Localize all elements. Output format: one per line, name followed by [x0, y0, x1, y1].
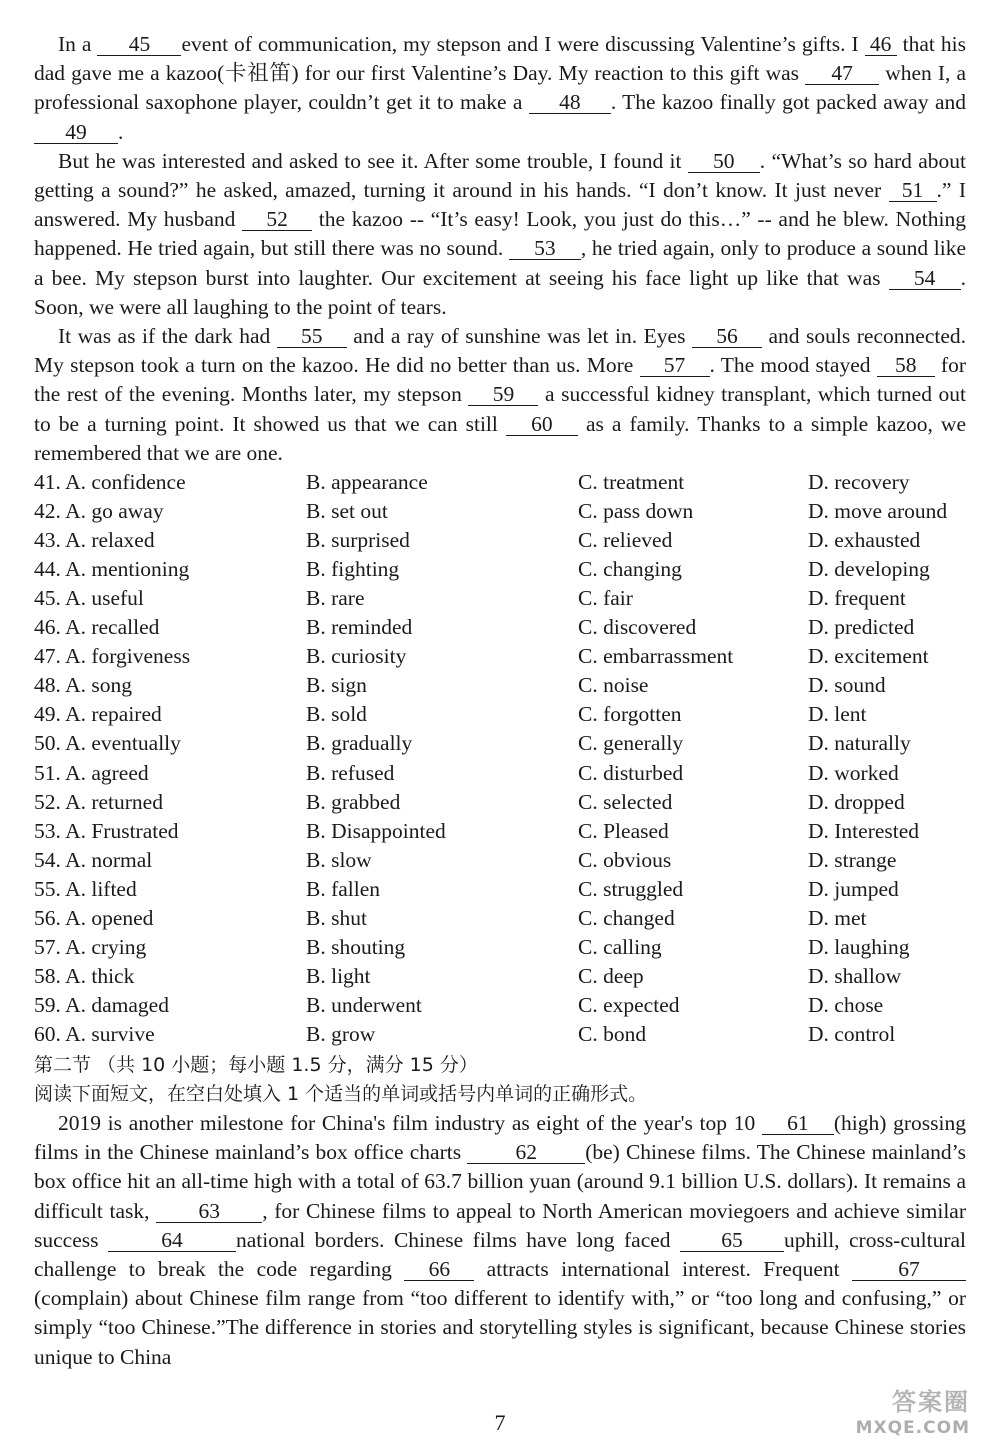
text-run: . [118, 119, 124, 144]
option-d: D. chose [808, 992, 884, 1017]
option-b: B. grow [306, 1021, 376, 1046]
option-a: 60. A. survive [34, 1021, 155, 1046]
blank-56: 56 [692, 325, 762, 348]
option-a: 55. A. lifted [34, 876, 137, 901]
option-a: 51. A. agreed [34, 760, 149, 785]
blank-64: 64 [108, 1229, 236, 1252]
option-a: 53. A. Frustrated [34, 818, 179, 843]
option-a: 49. A. repaired [34, 702, 162, 727]
blank-61: 61 [762, 1112, 834, 1135]
option-b: B. rare [306, 586, 365, 611]
option-d: D. Interested [808, 818, 920, 843]
option-d: D. sound [808, 673, 886, 698]
option-c: C. expected [578, 992, 680, 1017]
option-c: C. noise [578, 673, 649, 698]
option-d: D. lent [808, 702, 867, 727]
option-a: 58. A. thick [34, 963, 135, 988]
option-b: B. sold [306, 702, 367, 727]
option-c: C. selected [578, 789, 673, 814]
option-b: B. reminded [306, 615, 413, 640]
text-run: and a ray of sunshine was let in. Eyes [346, 324, 692, 349]
option-b: B. Disappointed [306, 818, 446, 843]
option-b: B. grabbed [306, 789, 401, 814]
text-run: that his dad gave me a kazoo(卡祖笛) for our first Valentine’s Day. My reaction to this gift was [34, 32, 967, 86]
watermark-line-1: 答案圈 [892, 1388, 970, 1416]
text-run: , he tried again, only to produce a sound like a bee. My stepson burst into laughter. Our excitement at seeing his face light up like that was [34, 236, 966, 290]
option-c: C. Pleased [578, 818, 669, 843]
option-row [34, 991, 966, 1020]
blank-65: 65 [680, 1229, 784, 1252]
option-a: 54. A. normal [34, 847, 153, 872]
text-run: and souls reconnected. My stepson took a turn on the kazoo. He did no better than us. More [34, 324, 966, 378]
blank-62: 62 [467, 1141, 585, 1164]
option-row [34, 526, 966, 555]
option-a: 47. A. forgiveness [34, 644, 191, 669]
blank-63: 63 [156, 1200, 262, 1223]
option-row [34, 613, 966, 642]
option-c: C. discovered [578, 615, 697, 640]
option-c: C. obvious [578, 847, 672, 872]
option-d: D. excitement [808, 644, 929, 669]
option-c: C. struggled [578, 876, 684, 901]
text-run: (be) Chinese films. The Chinese mainland’s box office hit an all-time high with a total of 63.7 billion yuan (around 9.1 billion U.S. dollars). It remains a difficult task, [34, 1140, 966, 1223]
option-a: 50. A. eventually [34, 731, 181, 756]
option-a: 42. A. go away [34, 499, 164, 524]
option-a: 44. A. mentioning [34, 557, 190, 582]
blank-45: 45 [97, 33, 181, 56]
option-d: D. move around [808, 499, 948, 524]
option-a: 59. A. damaged [34, 992, 169, 1017]
blank-49: 49 [34, 121, 118, 144]
text-run: (high) grossing films in the Chinese mainland’s box office charts [34, 1110, 966, 1165]
option-row [34, 846, 966, 875]
option-d: D. developing [808, 557, 930, 582]
option-a: 41. A. confidence [34, 470, 186, 495]
text-run: .” I answered. My husband [34, 178, 966, 232]
option-c: C. embarrassment [578, 644, 734, 669]
text-run: 2019 is another milestone for China's film industry as eight of the year's top 10 [58, 1110, 762, 1135]
option-d: D. laughing [808, 934, 910, 959]
option-d: D. exhausted [808, 528, 921, 553]
option-row [34, 904, 966, 933]
blank-67: 67 [852, 1258, 966, 1281]
text-run: for the rest of the evening. Months later, my stepson [34, 353, 966, 407]
exam-page [34, 30, 966, 1372]
text-run: , for Chinese films to appeal to North American moviegoers and achieve similar success [34, 1198, 966, 1252]
text-run: event of communication, my stepson and I were discussing Valentine’s gifts. I [181, 32, 865, 56]
option-c: C. changed [578, 905, 675, 930]
text-run: attracts international interest. Frequent [474, 1257, 852, 1281]
option-row [34, 584, 966, 613]
option-row [34, 759, 966, 788]
option-row [34, 875, 966, 904]
option-c: C. pass down [578, 499, 694, 524]
section-2-instruction: 阅读下面短文，在空白处填入 1 个适当的单词或括号内单词的正确形式。 [34, 1082, 648, 1105]
text-run: the kazoo -- “It’s easy! Look, you just do this…” -- and he blew. Nothing happened. He tried again, but still there was no sound. [34, 207, 966, 261]
options-list [34, 468, 966, 1049]
option-row [34, 1020, 966, 1049]
blank-53: 53 [509, 237, 581, 260]
option-d: D. jumped [808, 876, 899, 901]
option-row [34, 700, 966, 729]
option-row [34, 468, 966, 497]
blank-47: 47 [805, 62, 879, 85]
option-c: C. calling [578, 934, 662, 959]
blank-52: 52 [242, 208, 312, 231]
blank-50: 50 [688, 150, 760, 173]
option-c: C. deep [578, 963, 644, 988]
option-b: B. appearance [306, 470, 428, 495]
option-row [34, 729, 966, 758]
blank-57: 57 [640, 354, 710, 377]
option-b: B. shut [306, 905, 367, 930]
option-row [34, 642, 966, 671]
grammar-passage [34, 1109, 966, 1372]
option-row [34, 671, 966, 700]
blank-54: 54 [889, 267, 961, 290]
option-d: D. dropped [808, 789, 905, 814]
option-b: B. set out [306, 499, 388, 524]
blank-60: 60 [506, 413, 578, 436]
option-a: 56. A. opened [34, 905, 154, 930]
option-c: C. forgotten [578, 702, 682, 727]
text-run: (complain) about Chinese film range from “too different to identify with,” or “too long and confusing,” or simply “too Chinese.”The difference in stories and storytelling styles is significant, because Chinese stories unique to China [34, 1286, 966, 1369]
option-c: C. disturbed [578, 760, 684, 785]
text-run: It was as if the dark had [58, 324, 277, 349]
option-d: D. naturally [808, 731, 911, 756]
text-run: In a [58, 32, 98, 56]
option-b: B. underwent [306, 992, 422, 1017]
text-run: national borders. Chinese films have long faced [235, 1227, 680, 1252]
option-row [34, 555, 966, 584]
blank-46: 46 [865, 33, 897, 56]
text-run: a successful kidney transplant, which turned out to be a turning point. It showed us that we can still [34, 382, 966, 436]
option-b: B. curiosity [306, 644, 407, 669]
option-a: 45. A. useful [34, 586, 144, 611]
blank-66: 66 [404, 1258, 474, 1281]
option-d: D. control [808, 1021, 896, 1046]
page-number: 7 [494, 1410, 506, 1435]
cloze-paragraph-1 [34, 30, 966, 147]
watermark-line-2: MXQE.COM [855, 1418, 970, 1438]
cloze-paragraph-3 [34, 322, 966, 468]
option-c: C. generally [578, 731, 684, 756]
blank-59: 59 [468, 383, 538, 406]
text-run: as a family. Thanks to a simple kazoo, we remembered that we are one. [34, 411, 967, 465]
option-row [34, 817, 966, 846]
option-d: D. met [808, 905, 867, 930]
blank-55: 55 [277, 325, 347, 348]
blank-48: 48 [529, 91, 611, 114]
option-c: C. bond [578, 1021, 647, 1046]
option-a: 43. A. relaxed [34, 528, 155, 553]
option-a: 46. A. recalled [34, 615, 160, 640]
option-c: C. relieved [578, 528, 673, 553]
option-d: D. shallow [808, 963, 902, 988]
section-2-heading: 第二节 （共 10 小题；每小题 1.5 分，满分 15 分） [34, 1053, 478, 1076]
option-a: 48. A. song [34, 673, 132, 698]
text-run: . “What’s so hard about getting a sound?” he asked, amazed, turning it around in his hands. “I don’t know. It just never [34, 148, 966, 203]
text-run: . Soon, we were all laughing to the point of tears. [34, 265, 966, 319]
option-row [34, 962, 966, 991]
option-c: C. changing [578, 557, 682, 582]
option-d: D. worked [808, 760, 899, 785]
blank-58: 58 [877, 354, 935, 377]
option-b: B. fallen [306, 876, 381, 901]
option-b: B. sign [306, 673, 367, 698]
option-row [34, 933, 966, 962]
option-d: D. strange [808, 847, 897, 872]
text-run: when I, a professional saxophone player, couldn’t get it to make a [34, 61, 967, 115]
text-run: . The kazoo finally got packed away and [610, 90, 966, 115]
option-d: D. recovery [808, 470, 910, 495]
option-c: C. fair [578, 586, 633, 611]
text-run: uphill, cross-cultural challenge to break the code regarding [34, 1227, 967, 1281]
option-a: 52. A. returned [34, 789, 163, 814]
text-run: But he was interested and asked to see it. After some trouble, I found it [58, 148, 688, 173]
option-c: C. treatment [578, 470, 685, 495]
option-row [34, 788, 966, 817]
option-d: D. frequent [808, 586, 906, 611]
option-b: B. slow [306, 847, 372, 872]
cloze-paragraph-2 [34, 147, 966, 322]
option-b: B. surprised [306, 528, 410, 553]
option-b: B. light [306, 963, 371, 988]
text-run: . The mood stayed [709, 353, 877, 378]
option-d: D. predicted [808, 615, 915, 640]
option-b: B. gradually [306, 731, 413, 756]
option-b: B. refused [306, 760, 395, 785]
option-b: B. shouting [306, 934, 406, 959]
blank-51: 51 [889, 179, 937, 202]
option-b: B. fighting [306, 557, 400, 582]
option-a: 57. A. crying [34, 934, 147, 959]
watermark-logo [810, 1386, 970, 1446]
option-row [34, 497, 966, 526]
